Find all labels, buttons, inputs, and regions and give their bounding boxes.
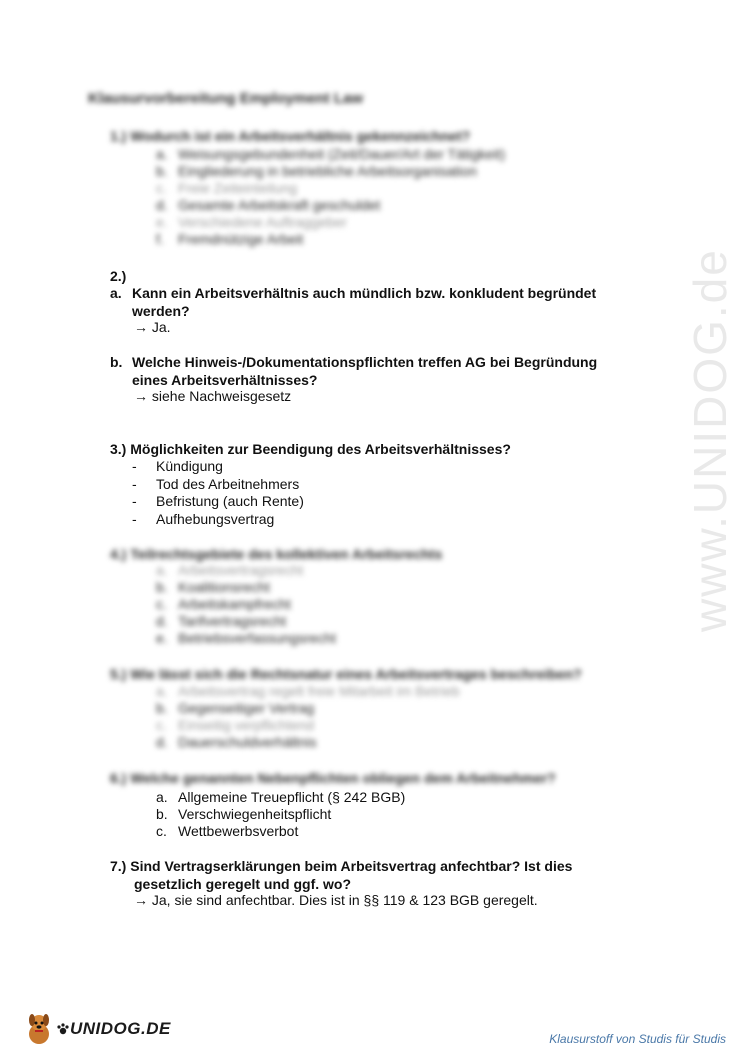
arrow-icon: → [134,388,148,404]
answer-2b-text: siehe Nachweisgesetz [151,388,292,404]
question-2a [110,284,596,302]
question-3-item [132,476,299,493]
list-item-label: c. [156,717,167,733]
list-item-text: Kündigung [156,458,223,474]
list-item-text: Koalitionsrecht [178,579,270,595]
list-item-label: e. [156,214,168,230]
question-2b-line1: Welche Hinweis-/Dokumentationspflichten treffen AG bei Begründung [132,354,598,370]
answer-7 [134,892,538,909]
question-6: 6.) Welche genannten Nebenpflichten obliegen dem Arbeitnehmer? [110,770,556,786]
dash-bullet: - [132,510,137,527]
list-item-text: Arbeitskampfrecht [178,596,291,612]
question-2b-line2: eines Arbeitsverhältnisses? [132,372,318,388]
list-item-text: Betriebsverfassungsrecht [178,630,336,646]
question-2a-line1: Kann ein Arbeitsverhältnis auch mündlich bzw. konkludent begründet [132,285,597,301]
list-item-label: a. [156,146,168,162]
question-7-line2: gesetzlich geregelt und ggf. wo? [134,876,352,892]
question-1: 1.) Wodurch ist ein Arbeitsverhältnis gekennzeichnet? [110,128,471,144]
paw-icon [56,1022,70,1036]
question-4: 4.) Teilrechtsgebiete des kollektiven Arbeitsrechts [110,546,443,562]
list-item-text: Eingliederung in betriebliche Arbeitsorganisation [178,163,477,179]
question-3-item [132,493,304,510]
list-item-text: Dauerschuldverhältnis [178,734,317,750]
list-item-label: d. [156,734,168,750]
list-item-label: e. [156,630,168,646]
question-1-item [156,163,477,180]
question-6-item [156,789,405,806]
question-4-item [156,596,291,613]
unidog-logo [24,1012,171,1046]
question-4-item [156,579,270,596]
list-item-text: Arbeitsvertrag regelt freie Mitarbeit im Betrieb [178,683,460,699]
list-item-label: a. [156,683,168,699]
question-4-item [156,562,303,579]
list-item-text: Einseitig verpflichtend [178,717,315,733]
question-6-item [156,823,298,840]
question-1-item [156,197,380,214]
list-item-label: c. [156,596,167,612]
question-2b [110,353,597,371]
question-1-item [156,180,297,197]
list-item-text: Tod des Arbeitnehmers [156,475,300,492]
arrow-icon: → [134,319,148,335]
list-item-label: b. [156,700,168,716]
list-item-label: b. [156,579,168,595]
list-item-text: Aufhebungsvertrag [156,510,275,527]
question-2b-label: b. [110,354,123,370]
question-1-item [156,146,505,163]
dash-bullet: - [132,475,137,492]
list-item-text: Verschiedene Auftraggeber [178,214,347,230]
answer-2a [134,319,171,336]
list-item-text: Tarifvertragsrecht [178,613,287,629]
dog-mascot-icon [24,1012,54,1046]
list-item-text: Arbeitsvertragsrecht [178,562,304,578]
question-7-line1: 7.) Sind Vertragserklärungen beim Arbeitsvertrag anfechtbar? Ist dies [110,858,573,874]
question-5-item [156,717,314,734]
list-item-text: Gegenseitiger Vertrag [178,700,315,716]
list-item-label: c. [156,180,167,196]
list-item-text: Wettbewerbsverbot [178,823,299,839]
list-item-label: a. [156,562,168,578]
question-4-item [156,613,286,630]
answer-2b [134,388,291,405]
question-3-item [132,511,274,528]
answer-2a-text: Ja. [151,319,171,335]
document-title: Klausurvorbereitung Employment Law [88,90,364,107]
list-item-label: c. [156,823,167,839]
list-item-label: d. [156,197,168,213]
list-item-label: f. [156,231,164,247]
list-item-text: Gesamte Arbeitskraft geschuldet [178,197,381,213]
question-5-item [156,683,460,700]
dash-bullet: - [132,458,137,474]
list-item-label: a. [156,789,168,805]
list-item-text: Weisungsgebundenheit (Zeit/Dauer/Art der Tätigkeit) [178,146,506,162]
question-6-item [156,806,331,823]
list-item-text: Befristung (auch Rente) [156,493,304,509]
list-item-text: Fremdnützige Arbeit [178,231,304,247]
question-5-item [156,700,314,717]
list-item-text: Freie Zeiteinteilung [178,180,298,196]
logo-text: UNIDOG.DE [70,1019,171,1038]
answer-7-text: Ja, sie sind anfechtbar. Dies ist in §§ 119 & 123 BGB geregelt. [151,892,538,908]
question-2a-line2: werden? [132,303,190,319]
footer-tagline: Klausurstoff von Studis für Studis [549,1032,726,1046]
list-item-label: d. [156,613,168,629]
question-1-item [156,214,347,231]
list-item-text: Allgemeine Treuepflicht (§ 242 BGB) [178,789,406,805]
question-4-item [156,630,336,647]
question-2a-label: a. [110,285,122,301]
dash-bullet: - [132,493,137,509]
arrow-icon: → [134,892,148,908]
watermark: www.UNIDOG.de [684,248,736,632]
question-2-number: 2.) [110,268,127,284]
question-5-item [156,734,317,751]
list-item-label: b. [156,163,168,179]
list-item-text: Verschwiegenheitspflicht [178,806,332,822]
question-5: 5.) Wie lässt sich die Rechtsnatur eines Arbeitsvertrages beschreiben? [110,666,582,682]
question-1-item [156,231,303,248]
question-3-item [132,458,223,475]
question-3: 3.) Möglichkeiten zur Beendigung des Arbeitsverhältnisses? [110,441,511,457]
list-item-label: b. [156,806,168,822]
